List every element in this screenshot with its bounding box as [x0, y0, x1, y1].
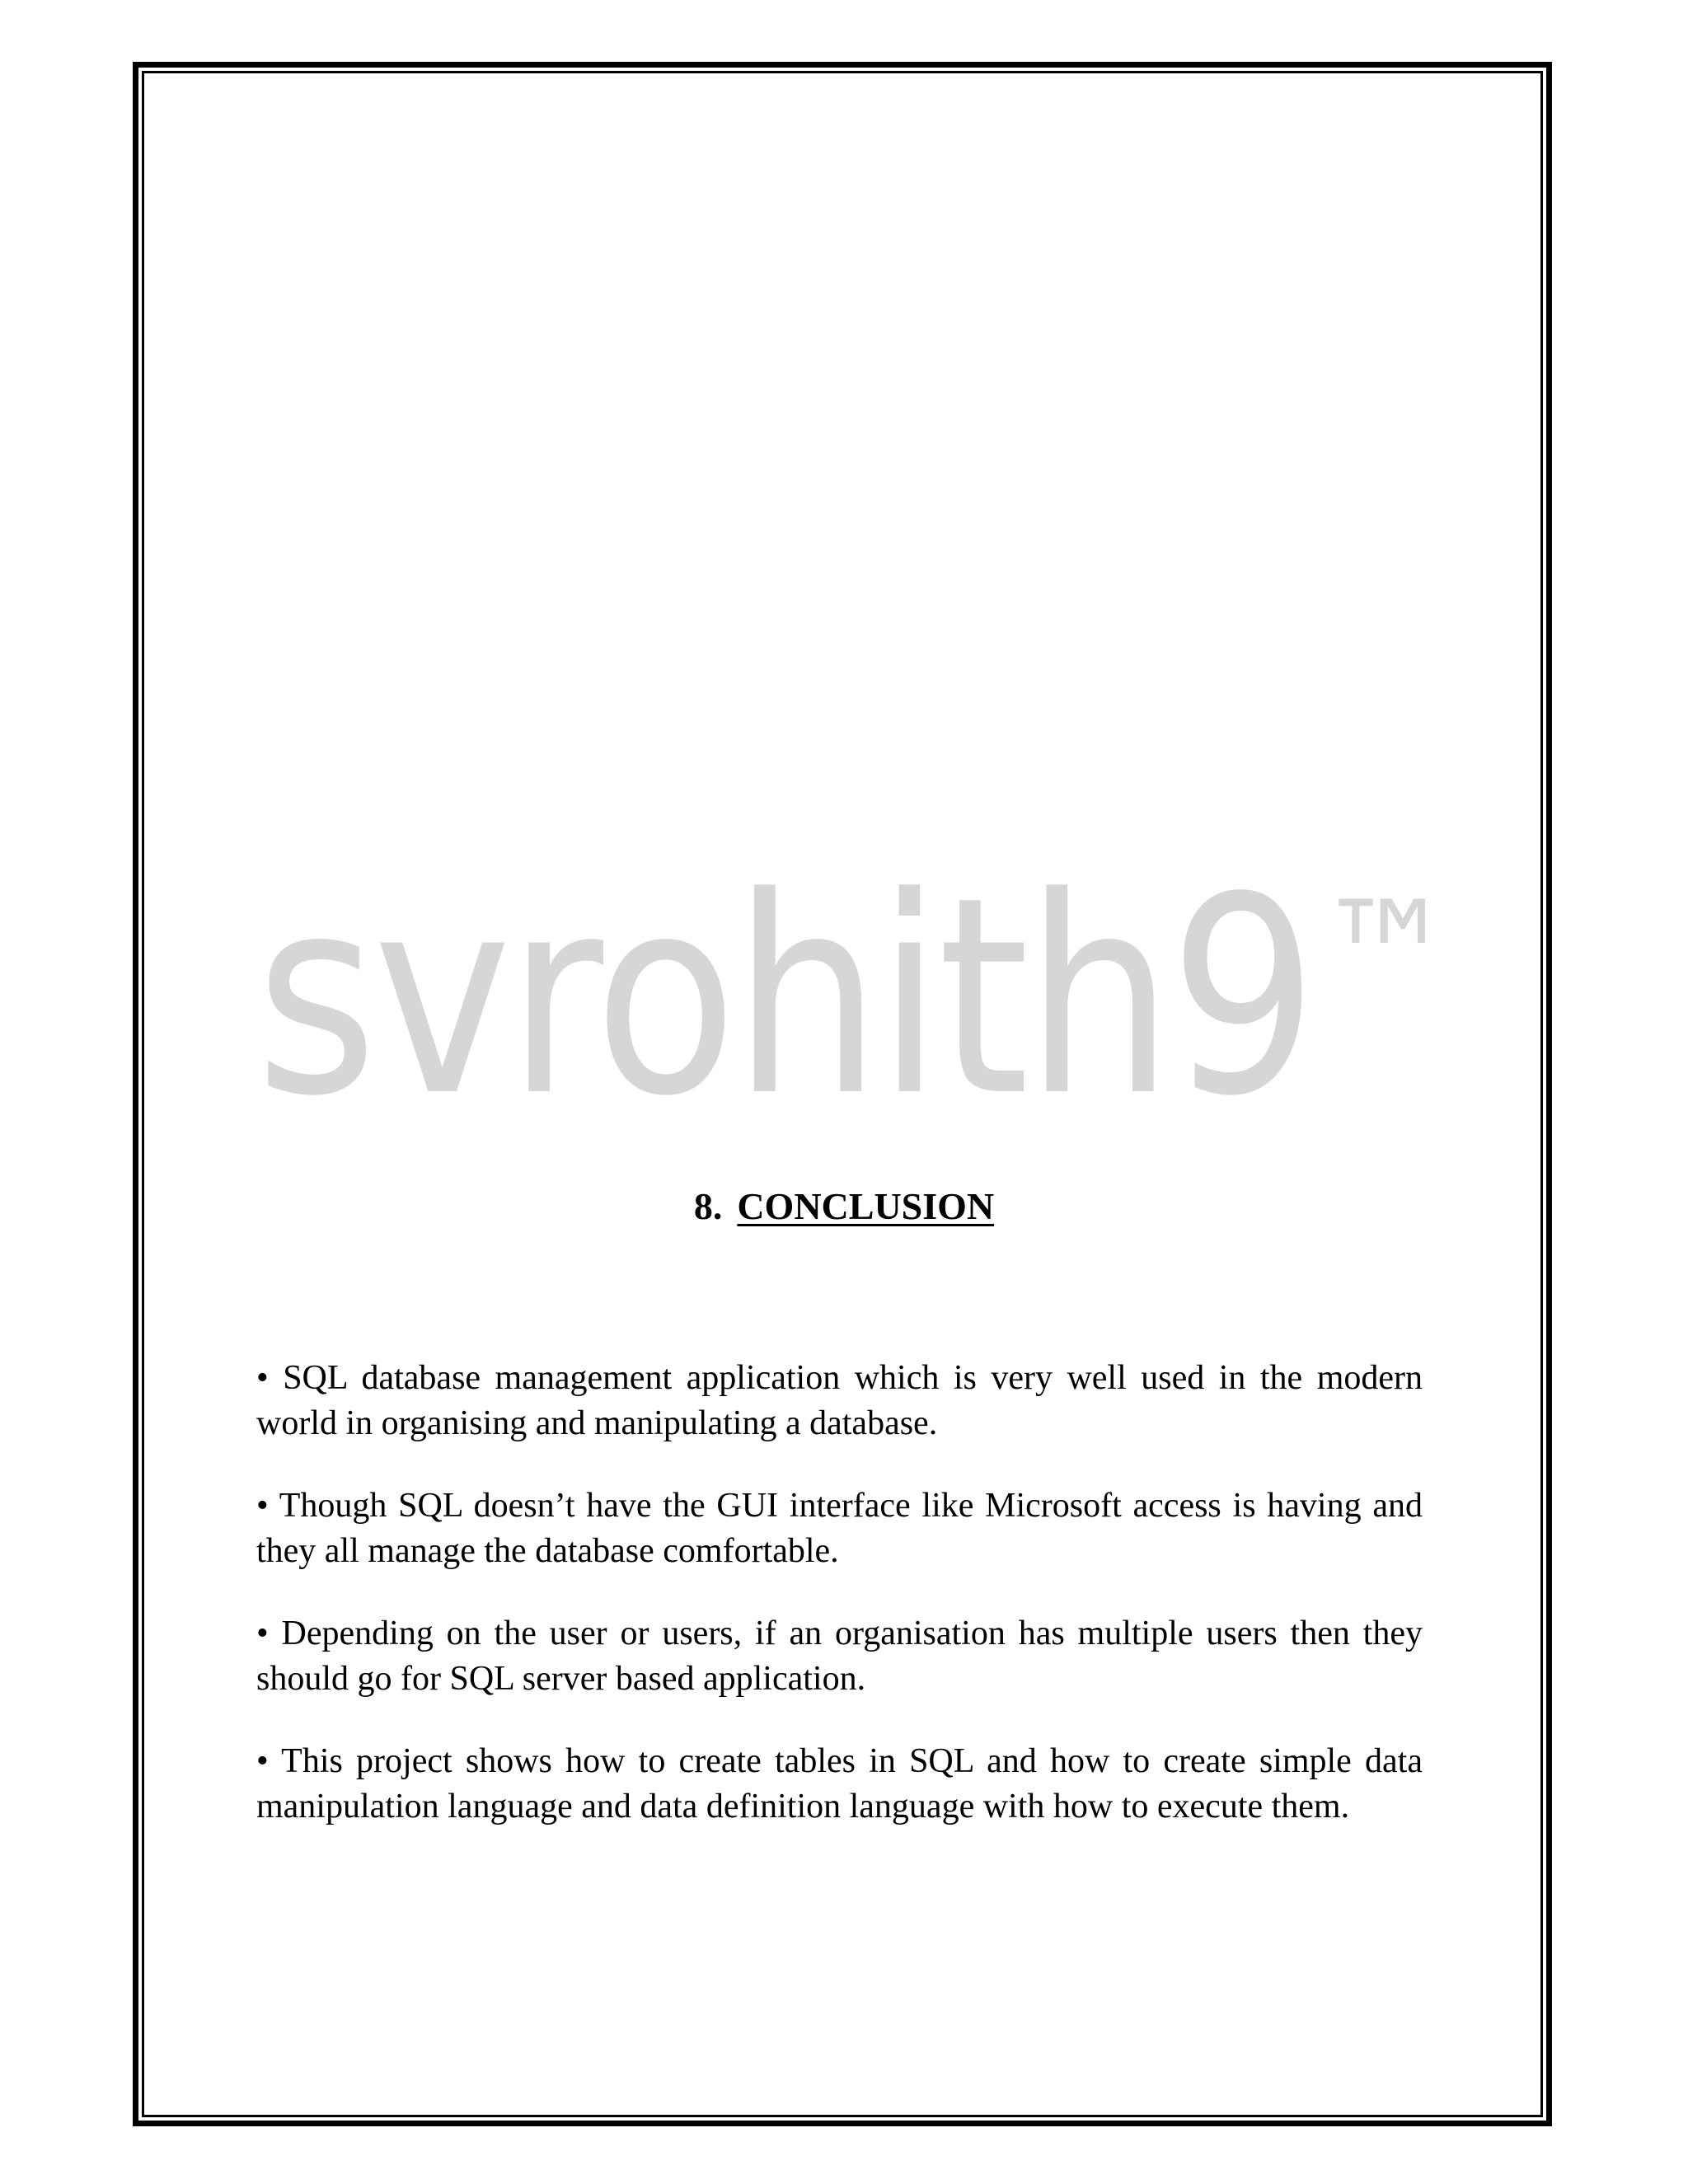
bullet-point-4: • This project shows how to create tables in SQL and how to create simple data manipulation language and data definition language with how to execute them.: [256, 1742, 1423, 1825]
section-title: [0, 1184, 1688, 1228]
watermark-text: svrohith9: [256, 839, 1314, 1155]
bullet-point-3: • Depending on the user or users, if an organisation has multiple users then they should go for SQL server based application.: [256, 1615, 1423, 1698]
section-heading: CONCLUSION: [737, 1185, 995, 1227]
watermark: [256, 839, 1450, 1155]
section-number: 8.: [693, 1185, 723, 1227]
conclusion-content: [256, 1356, 1423, 1867]
bullet-point-1: • SQL database management application which is very well used in the modern world in organising and manipulating a database.: [256, 1359, 1423, 1442]
trademark-symbol: ™: [1319, 868, 1450, 1050]
bullet-point-2: • Though SQL doesn’t have the GUI interface like Microsoft access is having and they all manage the database comfortable.: [256, 1487, 1423, 1570]
